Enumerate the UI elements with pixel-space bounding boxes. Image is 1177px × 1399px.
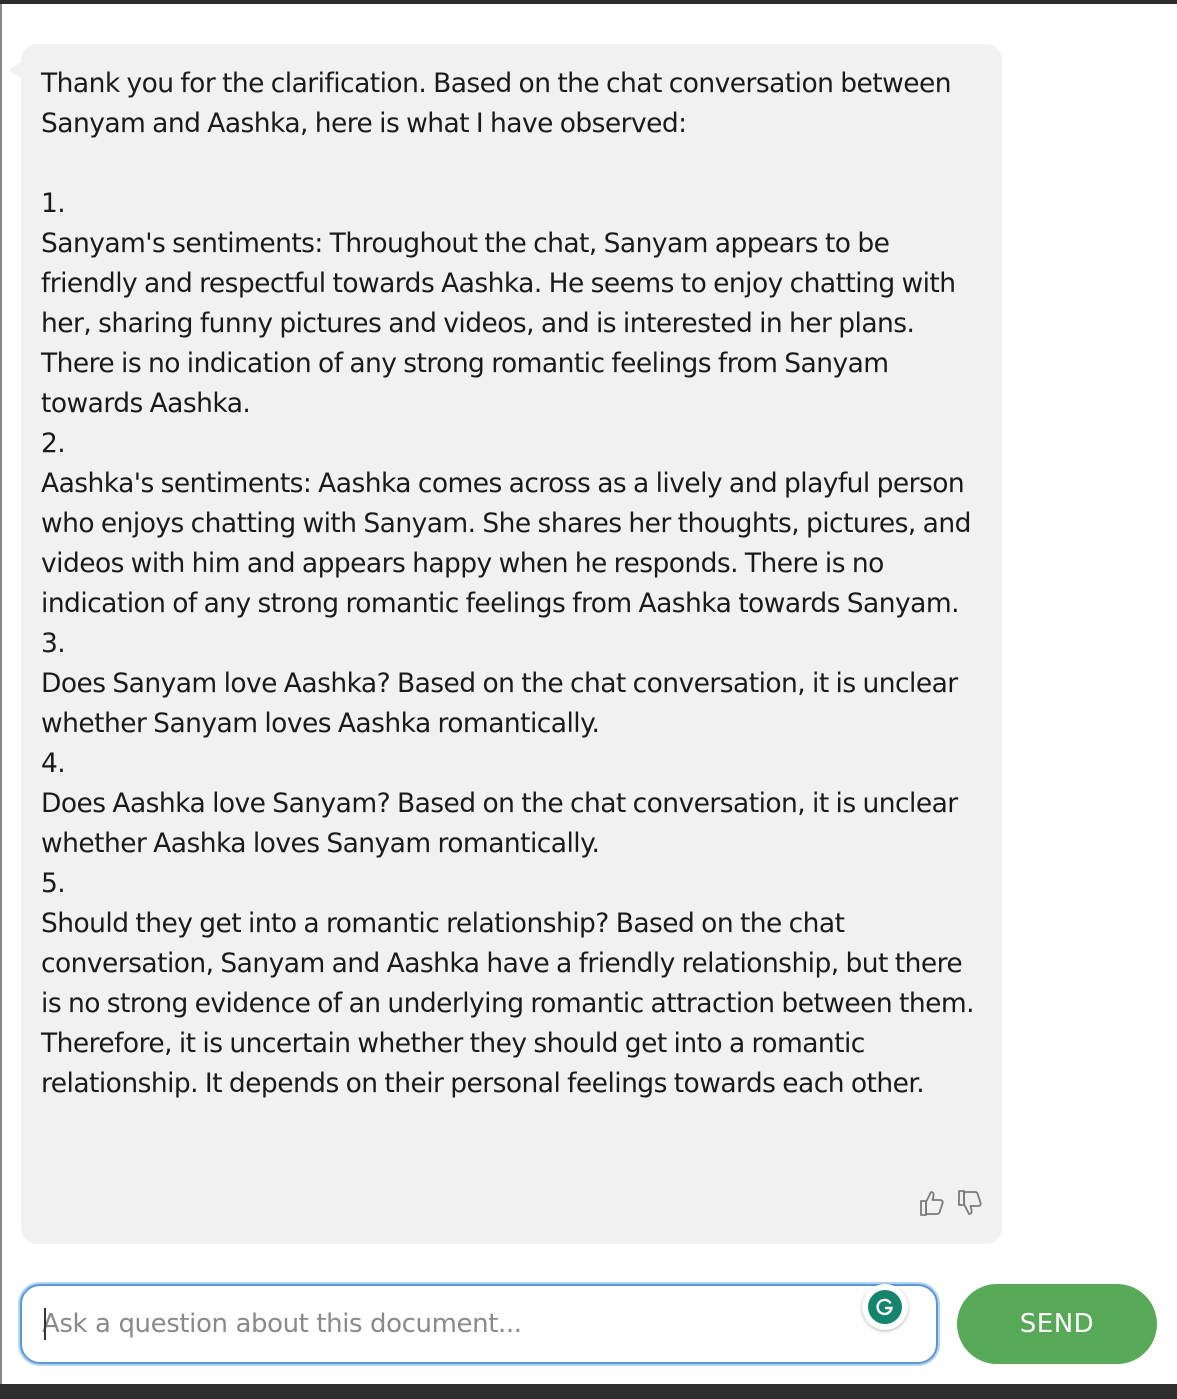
grammarly-icon[interactable] bbox=[862, 1284, 908, 1330]
assistant-message-text bbox=[41, 64, 981, 1104]
list-item-number: 5. bbox=[41, 868, 66, 899]
send-button[interactable]: SEND bbox=[957, 1284, 1157, 1364]
list-item-number: 1. bbox=[41, 188, 66, 219]
question-input-container bbox=[20, 1284, 938, 1364]
list-item-number: 2. bbox=[41, 428, 66, 459]
text-caret bbox=[44, 1308, 46, 1340]
thumbs-down-icon[interactable] bbox=[956, 1188, 984, 1218]
thumbs-up-icon[interactable] bbox=[918, 1188, 946, 1218]
bubble-tail bbox=[9, 62, 21, 78]
list-item-number: 4. bbox=[41, 748, 66, 779]
list-item-text: Does Aashka love Sanyam? Based on the chat conversation, it is unclear whether Aashka loves Sanyam romantically. bbox=[41, 788, 958, 859]
message-intro: Thank you for the clarification. Based on the chat conversation between Sanyam and Aashka, here is what I have observed: bbox=[41, 68, 951, 139]
paragraph-gap bbox=[41, 144, 981, 184]
left-frame-border bbox=[0, 4, 2, 1384]
feedback-actions bbox=[918, 1188, 984, 1218]
list-item-text: Does Sanyam love Aashka? Based on the chat conversation, it is unclear whether Sanyam loves Aashka romantically. bbox=[41, 668, 958, 739]
grammarly-badge bbox=[868, 1290, 902, 1324]
question-input[interactable] bbox=[42, 1304, 862, 1344]
list-item-text: Sanyam's sentiments: Throughout the chat, Sanyam appears to be friendly and respectful towards Aashka. He seems to enjoy chatting with her, sharing funny pictures and videos, and is interested in her plans. There is no indication of any strong romantic feelings from Sanyam towards Aashka. bbox=[41, 228, 956, 419]
list-item-number: 3. bbox=[41, 628, 66, 659]
list-item-text: Aashka's sentiments: Aashka comes across as a lively and playful person who enjoys chatting with Sanyam. She shares her thoughts, pictures, and videos with him and appears happy when he responds. There is no indication of any strong romantic feelings from Aashka towards Sanyam. bbox=[41, 468, 971, 619]
assistant-message-bubble bbox=[21, 44, 1002, 1244]
bottom-frame-bar bbox=[0, 1384, 1177, 1399]
list-item-text: Should they get into a romantic relationship? Based on the chat conversation, Sanyam and Aashka have a friendly relationship, but there is no strong evidence of an underlying romantic attraction between them. Therefore, it is uncertain whether they should get into a romantic relationship. It depends on their personal feelings towards each other. bbox=[41, 908, 975, 1099]
top-frame-bar bbox=[0, 0, 1177, 4]
